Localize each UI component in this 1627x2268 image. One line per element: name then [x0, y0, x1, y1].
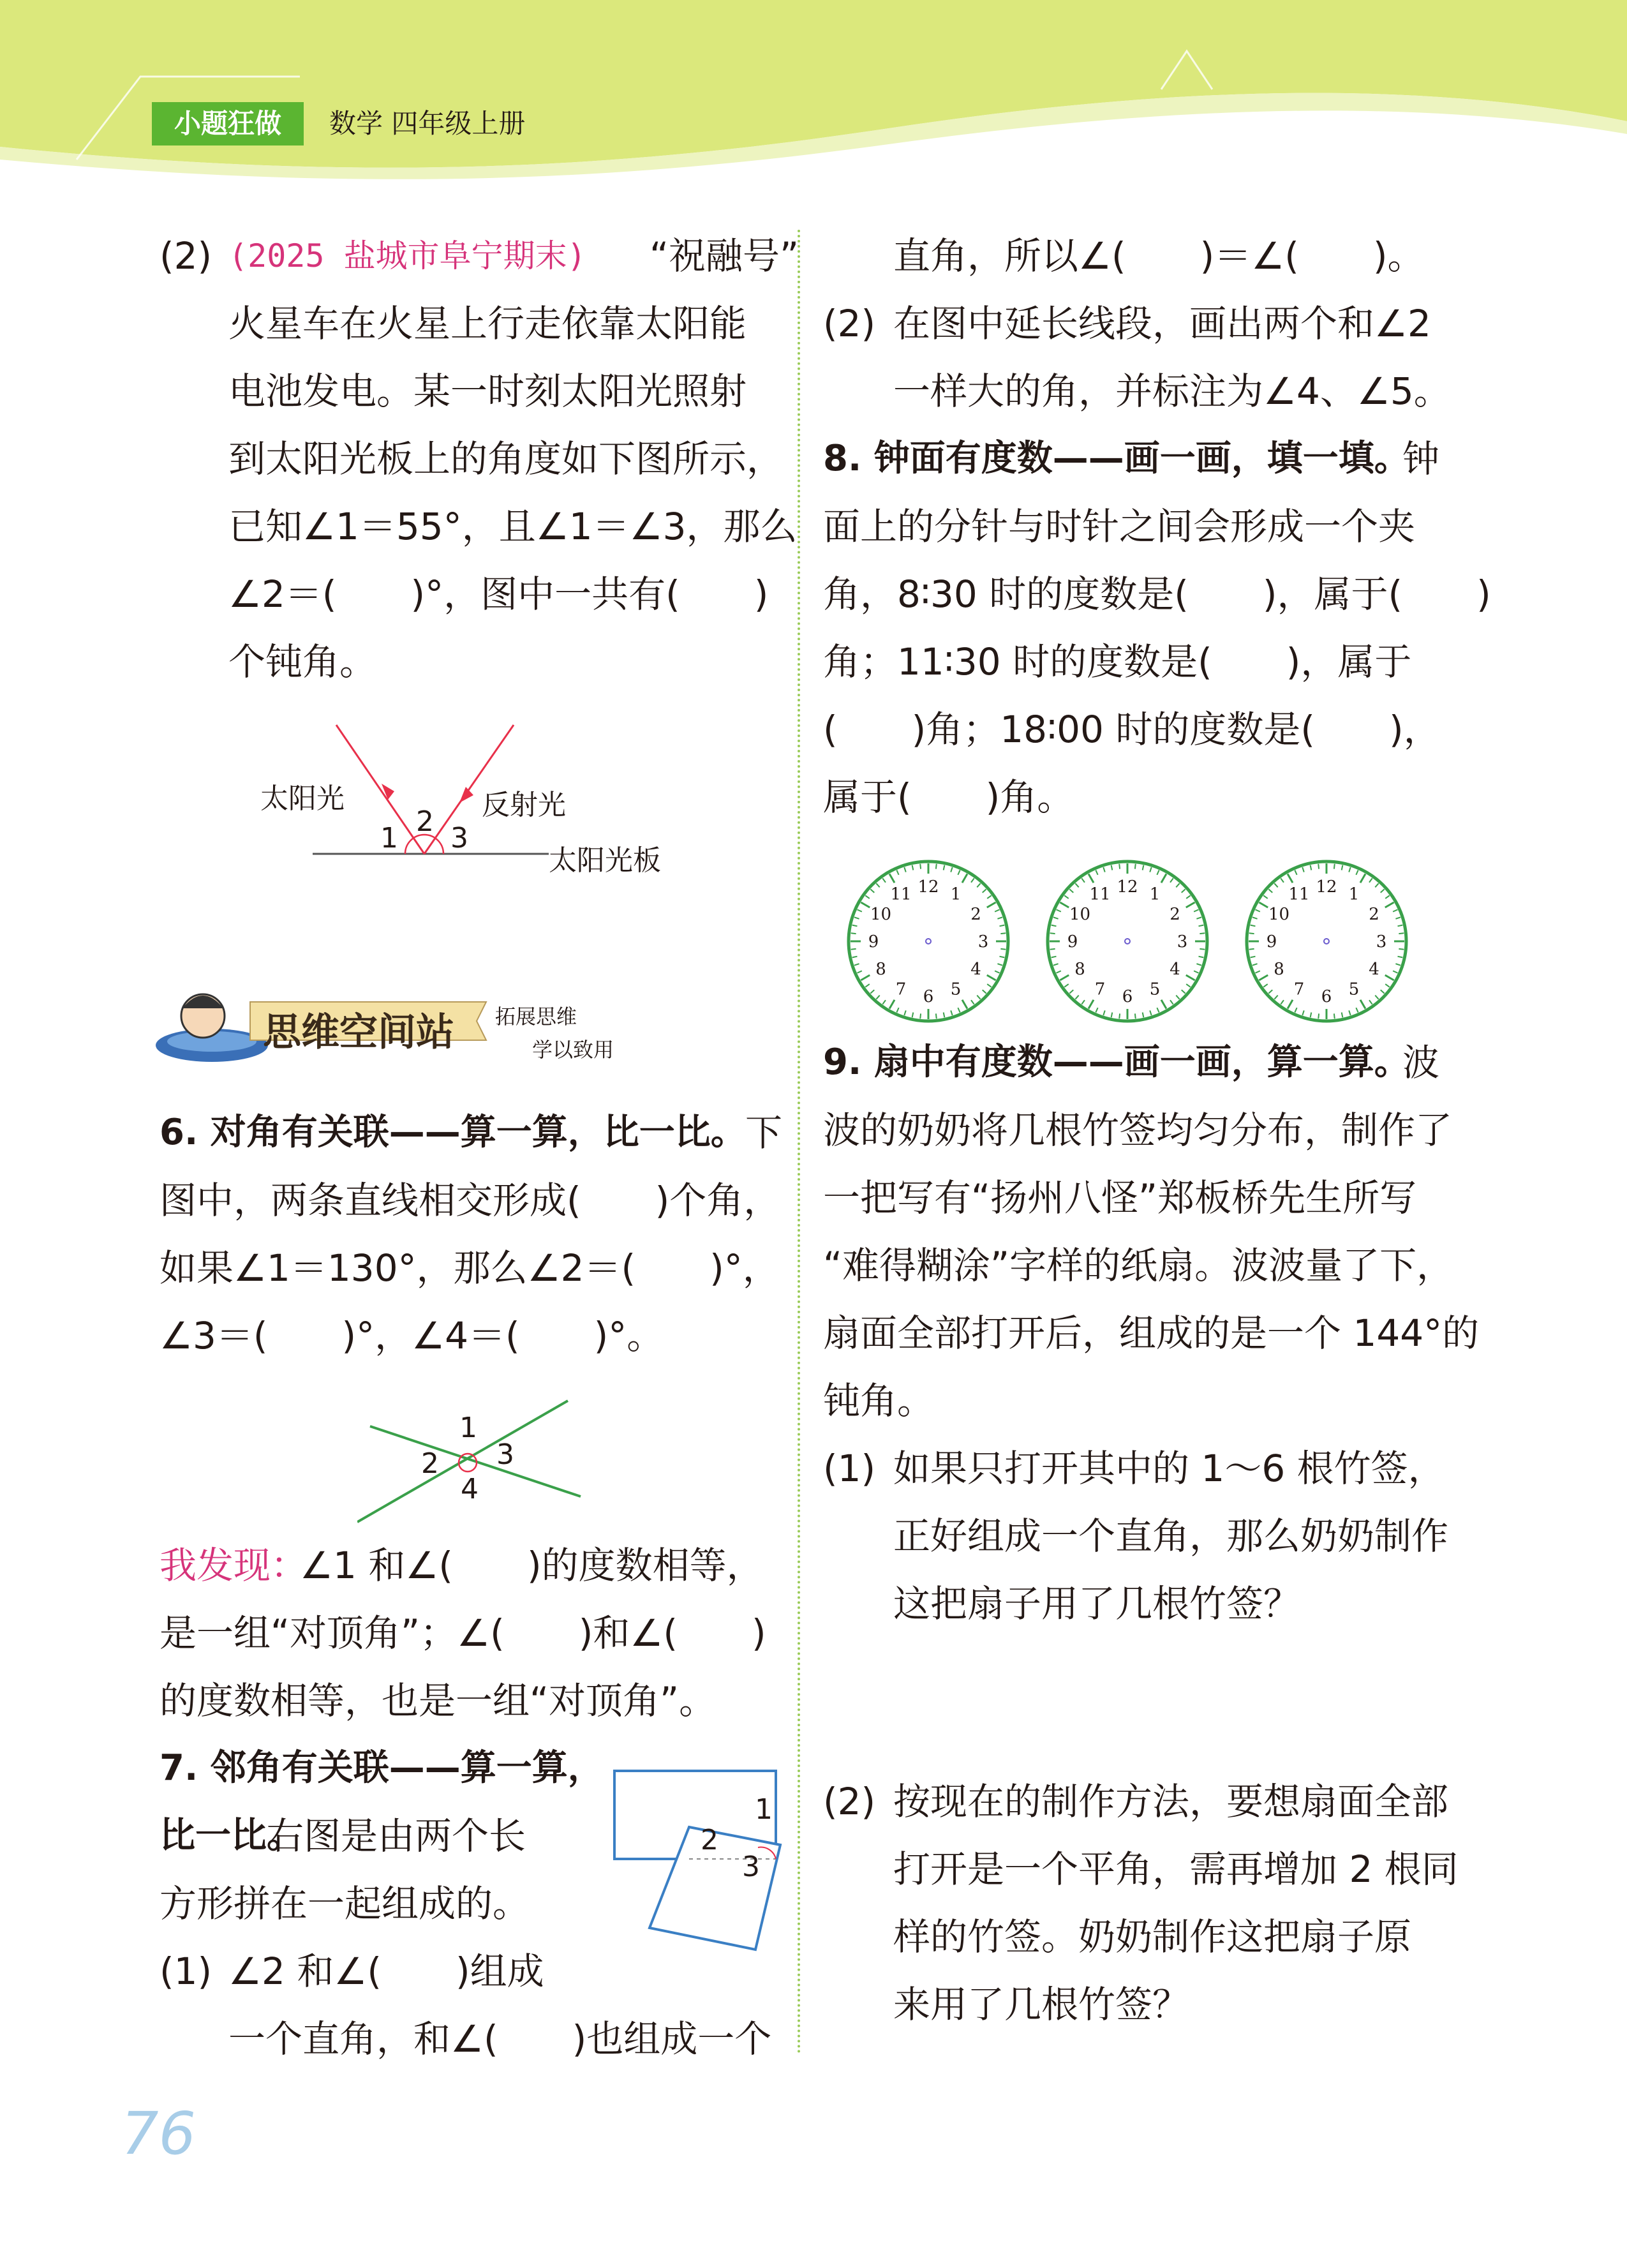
clock-tick: [1050, 933, 1055, 934]
clock-number: 11: [1089, 884, 1111, 904]
clock-tick: [1119, 1013, 1120, 1018]
clock-number: 8: [875, 960, 886, 979]
banner-sub-2: 学以致用: [532, 1038, 614, 1062]
q6-line-1: 图中，两条直线相交形成( )个角，: [160, 1179, 781, 1222]
cross-label-4: 4: [461, 1473, 479, 1505]
sunlight-label: 太阳光: [260, 782, 345, 815]
q8-line-2: 角，8∶30 时的度数是( )，属于( ): [823, 572, 1491, 616]
clock-number: 4: [1170, 960, 1180, 979]
clock-tick: [1200, 949, 1205, 950]
clock-number: 6: [1321, 987, 1332, 1006]
subject-label: 数学 四年级上册: [329, 108, 526, 139]
q2-source: (2025 盐城市阜宁期末): [228, 237, 586, 274]
clock-number: 10: [870, 905, 892, 924]
q7-1-continued: 直角，所以∠( )＝∠( )。: [893, 234, 1425, 278]
q9-1-line-2: 这把扇子用了几根竹签？: [893, 1582, 1301, 1625]
q2-line-5: ∠2＝( )°，图中一共有( ): [228, 572, 769, 616]
q8-line-0: 钟: [1402, 437, 1440, 481]
clock-number: 12: [1316, 877, 1337, 897]
clock-number: 10: [1268, 905, 1290, 924]
clock-number: 9: [1067, 932, 1078, 951]
q8-line-4: ( )角；18∶00 时的度数是( )，: [823, 708, 1441, 751]
q9-2-line-1: 打开是一个平角，需再增加 2 根同: [893, 1847, 1459, 1891]
discover-line-1: 是一组“对顶角”；∠( )和∠( ): [160, 1611, 766, 1655]
series-badge: 小题狂做: [152, 102, 304, 145]
q2-line-6: 个钝角。: [228, 640, 377, 683]
q7-2-line-1: 一样大的角，并标注为∠4、∠5。: [893, 369, 1451, 413]
q9-1-line-1: 正好组成一个直角，那么奶奶制作: [893, 1514, 1449, 1558]
clock-tick: [1119, 864, 1120, 869]
clock-tick: [1249, 933, 1254, 934]
q6-line-3: ∠3＝( )°，∠4＝( )°。: [160, 1314, 664, 1357]
discover-label: 我发现：: [160, 1544, 308, 1587]
clock-tick: [1050, 949, 1055, 950]
column-divider: [798, 230, 800, 2055]
clock-number: 9: [868, 932, 879, 951]
clock-number: 5: [950, 980, 962, 999]
q9-line-4: 扇面全部打开后，组成的是一个 144°的: [823, 1311, 1480, 1355]
q8-heading: 8. 钟面有度数——画一画，填一填。: [823, 438, 1410, 479]
clock-tick: [1318, 1013, 1319, 1018]
cross-label-1: 1: [459, 1412, 477, 1444]
clock-number: 4: [970, 960, 981, 979]
q7-heading-2: 比一比。: [160, 1815, 302, 1856]
clock-number: 1: [1149, 884, 1161, 904]
q2-line-1: 火星车在火星上行走依靠太阳能: [228, 302, 747, 345]
rect-label-1: 1: [755, 1793, 773, 1826]
clock-tick: [1399, 949, 1404, 950]
q9-1-number: (1): [823, 1447, 876, 1490]
clock-tick: [936, 864, 937, 869]
discover-line-2: 的度数相等，也是一组“对顶角”。: [160, 1679, 717, 1722]
q2-line-2: 电池发电。某一时刻太阳光照射: [228, 369, 747, 413]
clock-number: 5: [1348, 980, 1360, 999]
clock-number: 1: [1348, 884, 1360, 904]
cross-label-3: 3: [496, 1438, 514, 1471]
clock-number: 2: [1170, 905, 1180, 924]
cross-label-2: 2: [421, 1447, 439, 1480]
q8-line-5: 属于( )角。: [823, 775, 1074, 819]
q2-line-3: 到太阳光板上的角度如下图所示，: [228, 437, 784, 481]
q2-line-0: “祝融号”: [650, 234, 799, 278]
clock-number: 3: [977, 932, 989, 951]
clock-number: 6: [923, 987, 934, 1006]
q6-line-2: 如果∠1＝130°，那么∠2＝( )°，: [160, 1246, 780, 1290]
clock-number: 2: [1369, 905, 1379, 924]
q7-1-line-1: 一个直角，和∠( )也组成一个: [228, 2017, 772, 2061]
q7-line-1: 方形拼在一起组成的。: [160, 1882, 530, 1925]
clock-tick: [1318, 864, 1319, 869]
q9-heading: 9. 扇中有度数——画一画，算一算。: [823, 1041, 1410, 1083]
q9-2-line-3: 来用了几根竹签？: [893, 1983, 1190, 2026]
q7-2-number: (2): [823, 302, 876, 345]
clock-tick: [1135, 864, 1136, 869]
clock-number: 6: [1122, 987, 1133, 1006]
clock-number: 10: [1069, 905, 1091, 924]
q9-line-3: “难得糊涂”字样的纸扇。波波量了下，: [823, 1244, 1454, 1287]
angle-label-2: 2: [416, 805, 434, 838]
q6-line-0: 下: [745, 1111, 783, 1154]
clock-number: 7: [1293, 980, 1305, 999]
clock-tick: [1334, 1013, 1335, 1018]
q9-line-5: 钝角。: [823, 1379, 935, 1422]
clock-number: 9: [1266, 932, 1277, 951]
clock-tick: [1135, 1013, 1136, 1018]
clock-tick: [1399, 933, 1404, 934]
q7-1-line-0: ∠2 和∠( )组成: [228, 1950, 544, 1993]
q9-line-1: 波的奶奶将几根竹签均匀分布，制作了: [823, 1108, 1453, 1152]
clock-number: 12: [918, 877, 939, 897]
reflected-label: 反射光: [482, 789, 566, 821]
q9-2-line-2: 样的竹签。奶奶制作这把扇子原: [893, 1915, 1412, 1958]
q8-line-1: 面上的分针与时针之间会形成一个夹: [823, 505, 1416, 548]
q2-line-4: 已知∠1＝55°，且∠1＝∠3，那么: [228, 505, 798, 548]
q9-2-number: (2): [823, 1780, 876, 1823]
q7-line-0: 右图是由两个长: [267, 1814, 526, 1858]
clock-tick: [1200, 933, 1205, 934]
q7-2-line-0: 在图中延长线段，画出两个和∠2: [893, 302, 1431, 345]
clock-tick: [1249, 949, 1254, 950]
angle-label-1: 1: [380, 822, 398, 854]
rect-label-3: 3: [742, 1851, 760, 1883]
clock-tick: [920, 1013, 921, 1018]
clock-number: 12: [1117, 877, 1138, 897]
clock-number: 11: [890, 884, 912, 904]
clock-number: 3: [1177, 932, 1188, 951]
clock-number: 7: [1094, 980, 1106, 999]
header-band: [0, 0, 1627, 191]
clock-faces: [842, 855, 1416, 1027]
clock-number: 8: [1074, 960, 1085, 979]
q9-line-0: 波: [1402, 1041, 1440, 1084]
banner-sub-1: 拓展思维: [495, 1004, 577, 1029]
q9-1-line-0: 如果只打开其中的 1～6 根竹签，: [893, 1447, 1445, 1490]
clock-tick: [851, 949, 856, 950]
clock-tick: [920, 864, 921, 869]
q6-heading: 6. 对角有关联——算一算，比一比。: [160, 1112, 747, 1153]
page-number: 76: [121, 2100, 197, 2168]
clock-face: [1041, 855, 1214, 1027]
q9-line-2: 一把写有“扬州八怪”郑板桥先生所写: [823, 1176, 1417, 1220]
clock-number: 11: [1288, 884, 1310, 904]
banner-title: 思维空间站: [263, 1010, 454, 1055]
panel-label: 太阳光板: [549, 844, 661, 877]
rect-label-2: 2: [701, 1824, 718, 1856]
clock-face: [842, 855, 1014, 1027]
clock-tick: [851, 933, 856, 934]
clock-tick: [936, 1013, 937, 1018]
clock-number: 1: [950, 884, 962, 904]
clock-number: 4: [1369, 960, 1379, 979]
clock-number: 5: [1149, 980, 1161, 999]
q2-number: (2): [160, 234, 212, 278]
clock-number: 8: [1274, 960, 1284, 979]
clock-face: [1240, 855, 1413, 1027]
q8-line-3: 角；11∶30 时的度数是( )，属于: [823, 640, 1412, 683]
clock-tick: [1000, 933, 1006, 934]
q7-1-number: (1): [160, 1950, 212, 1993]
clock-number: 3: [1376, 932, 1387, 951]
clock-number: 7: [895, 980, 907, 999]
q9-2-line-0: 按现在的制作方法，要想扇面全部: [893, 1780, 1449, 1823]
angle-label-3: 3: [450, 822, 468, 854]
q7-heading-1: 7. 邻角有关联——算一算，: [160, 1747, 604, 1789]
clock-number: 2: [970, 905, 981, 924]
clock-tick: [1334, 864, 1335, 869]
clock-tick: [1000, 949, 1006, 950]
discover-line-0: ∠1 和∠( )的度数相等，: [300, 1544, 764, 1587]
